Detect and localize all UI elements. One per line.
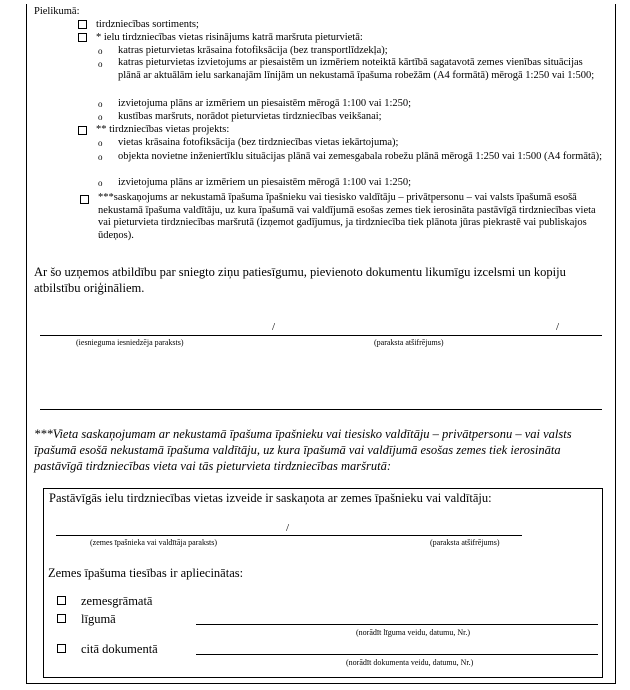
item-site-plan: objekta novietne inženiertīklu situācijas plānā vai zemesgabala robežu plānā mērogā 1:250 vai 1:500 (A4 formātā); <box>118 151 602 162</box>
item-sortiment: tirdzniecības sortiments; <box>96 19 199 30</box>
blank-line <box>40 409 602 410</box>
item-stop-plan: katras pieturvietas izvietojums ar piesaistēm un izmēriem noteiktā kārtībā sagatavotā zemes vienības situācijas plānā ar aktuālām ielu sarkanajām līnijām un nekustamā īpašuma robežām (A4 formātā) mērogā 1:250 vai 1:500; <box>118 57 595 81</box>
contract-caption: (norādīt līguma veidu, datumu, Nr.) <box>356 628 470 637</box>
checkbox-contract[interactable] <box>57 614 66 623</box>
item-site-photo: vietas krāsaina fotofiksācija (bez tirdzniecības vietas iekārtojuma); <box>118 137 399 148</box>
document-details-line[interactable] <box>196 654 598 655</box>
bullet-icon: o <box>98 59 103 69</box>
footnote-text: ***Vieta saskaņojumam ar nekustamā īpašuma īpašnieku vai tiesisko valdītāju – privātpersonu – vai valsts īpašumā esošā nekustamā īpašuma valdītāju, uz kura īpašumā vai valdījumā esošas zemes tiek ierosināta pastāvīgā tirdzniecības vieta vai tās pieturvieta tirdzniecības maršrutā: <box>34 427 572 473</box>
option-other-document: citā dokumentā <box>81 642 158 656</box>
rights-label: Zemes īpašuma tiesības ir apliecinātas: <box>48 566 244 580</box>
checkbox-sortiment[interactable] <box>78 20 87 29</box>
item-layout-plan: izvietojuma plāns ar izmēriem un piesaistēm mērogā 1:100 vai 1:250; <box>118 98 412 109</box>
declaration-text: Ar šo uzņemos atbildību par sniegto ziņu patiesīgumu, pievienoto dokumentu likumīgu izcelsmi un kopiju atbilstību oriģināliem. <box>34 265 566 295</box>
item-street-solution: * ielu tirdzniecības vietas risinājums katrā maršruta pieturvietā: <box>96 32 363 43</box>
applicant-signature-caption: (iesnieguma iesniedzēja paraksts) <box>76 338 184 347</box>
option-contract: līgumā <box>81 612 116 626</box>
item-site-layout: izvietojuma plāns ar izmēriem un piesaistēm mērogā 1:100 vai 1:250; <box>118 177 412 188</box>
checkbox-project[interactable] <box>78 126 87 135</box>
signature-separator: / <box>556 321 560 333</box>
document-caption: (norādīt dokumenta veidu, datumu, Nr.) <box>346 658 474 667</box>
consent-title: Pastāvīgās ielu tirdzniecības vietas izveide ir saskaņota ar zemes īpašnieku vai valdītāju: <box>49 491 492 505</box>
item-route: kustības maršruts, norādot pieturvietas tirdzniecības veikšanai; <box>118 111 382 122</box>
bullet-icon: o <box>98 178 103 188</box>
bullet-icon: o <box>98 99 103 109</box>
option-land-registry: zemesgrāmatā <box>81 594 153 608</box>
attachment-heading: Pielikumā: <box>34 6 80 17</box>
item-owner-consent: ***saskaņojums ar nekustamā īpašuma īpašnieku vai tiesisko valdītāju – privātpersonu – vai valsts īpašumā esošā nekustamā īpašuma valdītāju, uz kura īpašumā vai valdījumā esošas zemes tiek ierosināta pastāvīgā tirdzniecības vieta vai pieturvieta tirdzniecības maršrutā (izņemot gadījumus, ja tirdzniecība tiek plānota jūras piekrastē vai publiskajos ūdeņos). <box>98 192 596 241</box>
item-project: ** tirdzniecības vietas projekts: <box>96 124 230 135</box>
bullet-icon: o <box>98 152 103 162</box>
bullet-icon: o <box>98 138 103 148</box>
signature-separator: / <box>272 321 276 333</box>
owner-signature-line[interactable] <box>56 535 522 536</box>
checkbox-owner-consent[interactable] <box>80 195 89 204</box>
applicant-decoding-caption: (paraksta atšifrējums) <box>374 338 444 347</box>
consent-separator: / <box>286 522 290 534</box>
checkbox-land-registry[interactable] <box>57 596 66 605</box>
bullet-icon: o <box>98 46 103 56</box>
checkbox-other-document[interactable] <box>57 644 66 653</box>
bullet-icon: o <box>98 112 103 122</box>
item-stop-photo: katras pieturvietas krāsaina fotofiksācija (bez transportlīdzekļa); <box>118 45 388 56</box>
owner-signature-caption: (zemes īpašnieka vai valdītāja paraksts) <box>90 538 218 547</box>
contract-details-line[interactable] <box>196 624 598 625</box>
checkbox-street-solution[interactable] <box>78 33 87 42</box>
applicant-signature-line[interactable] <box>40 335 602 336</box>
owner-decoding-caption: (paraksta atšifrējums) <box>430 538 500 547</box>
